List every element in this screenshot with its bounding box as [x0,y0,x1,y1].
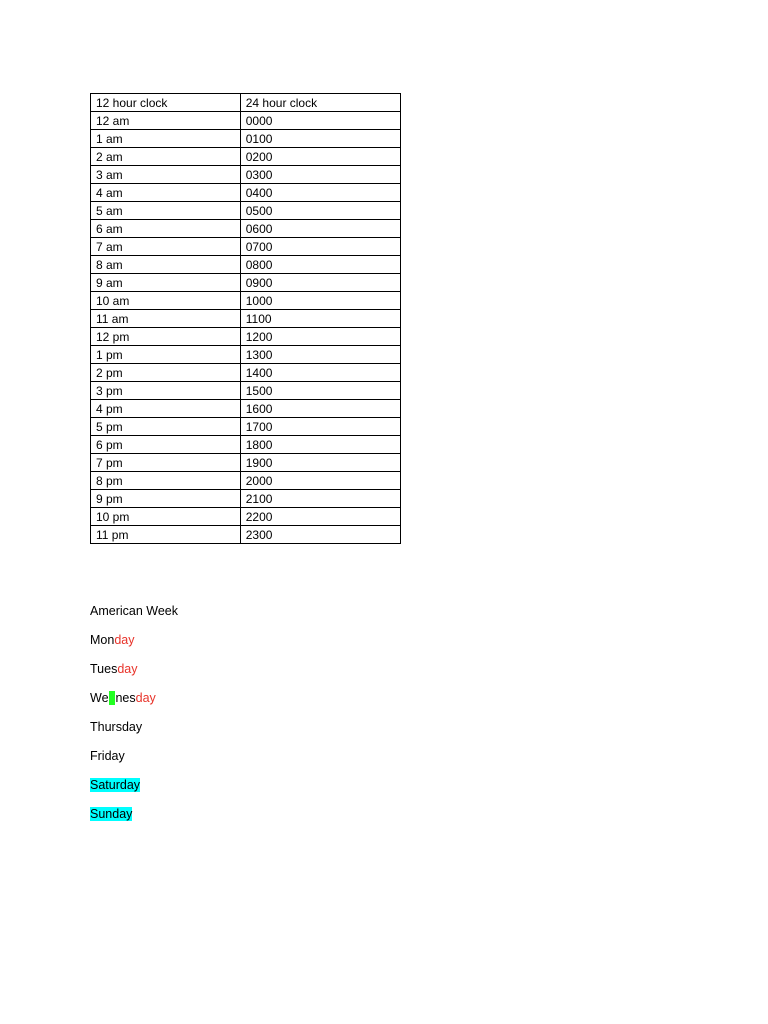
cell-12-hour: 12 pm [91,328,241,346]
cell-24-hour: 1900 [240,454,400,472]
american-week-section [90,602,178,834]
day-part: nes [115,691,136,705]
cell-12-hour: 6 am [91,220,241,238]
cell-24-hour: 0800 [240,256,400,274]
table-row [91,364,401,382]
table-row [91,130,401,148]
table-row [91,328,401,346]
cell-12-hour: 1 am [91,130,241,148]
cell-12-hour: 5 pm [91,418,241,436]
cell-12-hour: 10 am [91,292,241,310]
highlighted-letter: d [108,691,116,705]
day-monday [90,631,178,649]
clock-conversion-table [90,93,401,544]
day-saturday [90,776,178,794]
table-row [91,292,401,310]
cell-24-hour: 0200 [240,148,400,166]
cell-12-hour: 4 pm [91,400,241,418]
day-suffix: day [114,633,135,647]
cell-24-hour: 1100 [240,310,400,328]
day-suffix: day [117,662,138,676]
highlighted-day: Saturday [90,778,141,792]
cell-24-hour: 1600 [240,400,400,418]
table-row [91,184,401,202]
cell-12-hour: 1 pm [91,346,241,364]
cell-24-hour: 1200 [240,328,400,346]
day-prefix: Tues [90,662,118,676]
cell-12-hour: 3 pm [91,382,241,400]
day-suffix: day [135,691,156,705]
table-row [91,112,401,130]
cell-12-hour: 9 am [91,274,241,292]
day-friday: Friday [90,749,125,763]
cell-12-hour: 9 pm [91,490,241,508]
cell-24-hour: 2100 [240,490,400,508]
cell-12-hour: 2 am [91,148,241,166]
cell-24-hour: 1300 [240,346,400,364]
table-header-row [91,94,401,112]
cell-24-hour: 2300 [240,526,400,544]
cell-24-hour: 1800 [240,436,400,454]
cell-12-hour: 2 pm [91,364,241,382]
table-row [91,472,401,490]
table-row [91,436,401,454]
day-part: We [90,691,109,705]
table-row [91,382,401,400]
table-row [91,454,401,472]
cell-24-hour: 1400 [240,364,400,382]
table-body [91,112,401,544]
table-row [91,220,401,238]
cell-12-hour: 11 am [91,310,241,328]
cell-12-hour: 11 pm [91,526,241,544]
cell-24-hour: 0000 [240,112,400,130]
table-row [91,148,401,166]
cell-24-hour: 0900 [240,274,400,292]
cell-12-hour: 10 pm [91,508,241,526]
cell-24-hour: 2200 [240,508,400,526]
day-wednesday [90,689,178,707]
cell-24-hour: 1500 [240,382,400,400]
cell-24-hour: 1700 [240,418,400,436]
table-row [91,508,401,526]
table-row [91,274,401,292]
cell-12-hour: 3 am [91,166,241,184]
table-row [91,166,401,184]
cell-12-hour: 5 am [91,202,241,220]
table-row [91,526,401,544]
day-tuesday [90,660,178,678]
header-24-hour: 24 hour clock [240,94,400,112]
day-sunday [90,805,178,823]
cell-12-hour: 8 am [91,256,241,274]
cell-12-hour: 7 pm [91,454,241,472]
table-row [91,256,401,274]
cell-12-hour: 6 pm [91,436,241,454]
cell-24-hour: 2000 [240,472,400,490]
cell-24-hour: 0600 [240,220,400,238]
table-row [91,310,401,328]
cell-12-hour: 7 am [91,238,241,256]
cell-24-hour: 0700 [240,238,400,256]
table-row [91,418,401,436]
cell-24-hour: 1000 [240,292,400,310]
cell-12-hour: 8 pm [91,472,241,490]
table-row [91,400,401,418]
table-row [91,238,401,256]
day-thursday: Thursday [90,720,143,734]
cell-24-hour: 0300 [240,166,400,184]
header-12-hour: 12 hour clock [91,94,241,112]
table-row [91,346,401,364]
highlighted-day: Sunday [90,807,133,821]
table-row [91,490,401,508]
table-row [91,202,401,220]
week-heading: American Week [90,604,178,618]
day-prefix: Mon [90,633,115,647]
cell-12-hour: 4 am [91,184,241,202]
cell-24-hour: 0400 [240,184,400,202]
cell-24-hour: 0500 [240,202,400,220]
cell-24-hour: 0100 [240,130,400,148]
cell-12-hour: 12 am [91,112,241,130]
